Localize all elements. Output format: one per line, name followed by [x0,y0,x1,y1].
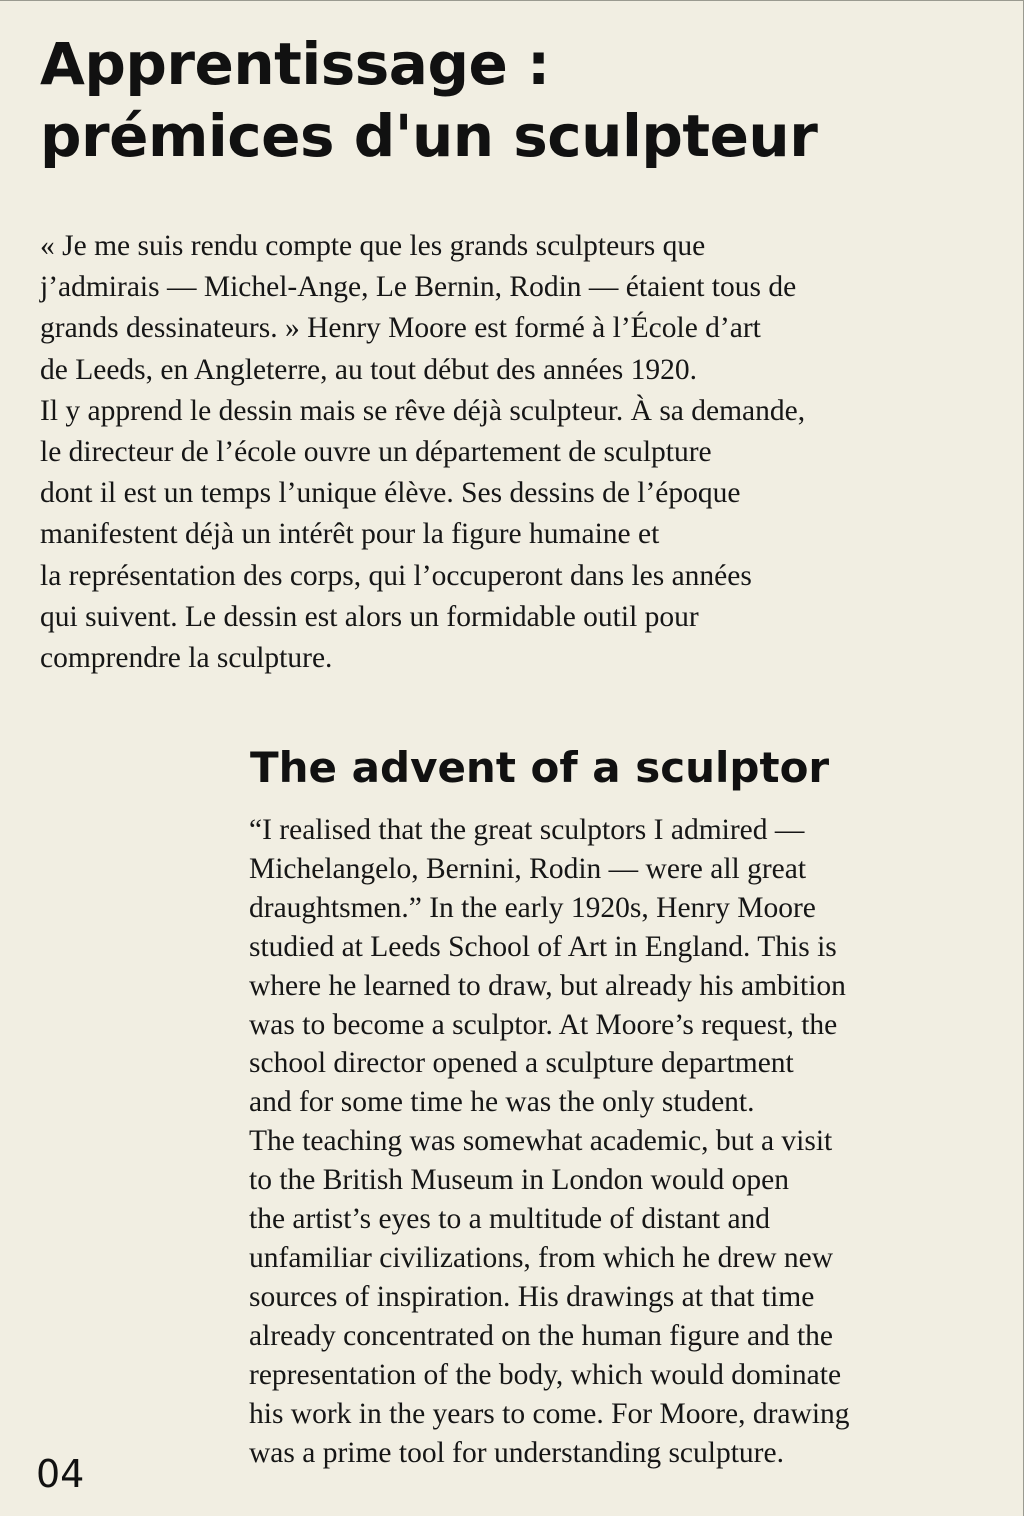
english-text-line: sources of inspiration. His drawings at that time [249,1280,815,1313]
english-text-line: was a prime tool for understanding sculpture. [249,1436,784,1469]
english-text-line: already concentrated on the human figure and the [249,1319,834,1352]
page-number: 04 [36,1452,85,1496]
english-text-line: his work in the years to come. For Moore, drawing [249,1397,850,1430]
french-text-line: le directeur de l’école ouvre un département de sculpture [40,436,712,469]
english-text-line: and for some time he was the only student. [249,1086,755,1119]
french-text-line: qui suivent. Le dessin est alors un formidable outil pour [40,600,699,633]
english-text-line: unfamiliar civilizations, from which he drew new [249,1241,834,1274]
english-text-line: to the British Museum in London would open [249,1164,789,1197]
english-text-line: draughtsmen.” In the early 1920s, Henry Moore [249,891,816,924]
english-text-line: school director opened a sculpture department [249,1047,794,1080]
english-heading: The advent of a sculptor [250,743,830,792]
french-text-line: manifestent déjà un intérêt pour la figure humaine et [40,518,660,551]
french-paragraph [40,226,940,679]
french-heading [40,28,940,172]
english-text-line: The teaching was somewhat academic, but a visit [249,1125,833,1158]
english-text-line: studied at Leeds School of Art in England. This is [249,930,837,963]
english-text-line: Michelangelo, Bernini, Rodin — were all great [249,852,807,885]
page-top-edge [0,0,1024,1]
english-paragraph [249,811,969,1472]
french-text-line: Il y apprend le dessin mais se rêve déjà sculpteur. À sa demande, [40,394,806,427]
french-text-line: dont il est un temps l’unique élève. Ses dessins de l’époque [40,477,741,510]
french-text-line: « Je me suis rendu compte que les grands sculpteurs que [40,230,706,262]
french-text-line: la représentation des corps, qui l’occuperont dans les années [40,559,752,592]
french-text-line: de Leeds, en Angleterre, au tout début des années 1920. [40,353,697,386]
french-text-line: comprendre la sculpture. [40,642,333,675]
english-text-line: was to become a sculptor. At Moore’s request, the [249,1008,838,1041]
french-text-line: grands dessinateurs. » Henry Moore est formé à l’École d’art [40,312,761,345]
english-text-line: representation of the body, which would dominate [249,1358,842,1391]
english-text-line: the artist’s eyes to a multitude of distant and [249,1203,771,1236]
english-text-line: “I realised that the great sculptors I admired — [249,814,805,846]
english-text-line: where he learned to draw, but already his ambition [249,969,846,1002]
french-heading-line: Apprentissage : [40,30,550,98]
french-text-line: j’admirais — Michel-Ange, Le Bernin, Rodin — étaient tous de [40,271,797,304]
french-heading-line: prémices d'un sculpteur [40,102,818,170]
